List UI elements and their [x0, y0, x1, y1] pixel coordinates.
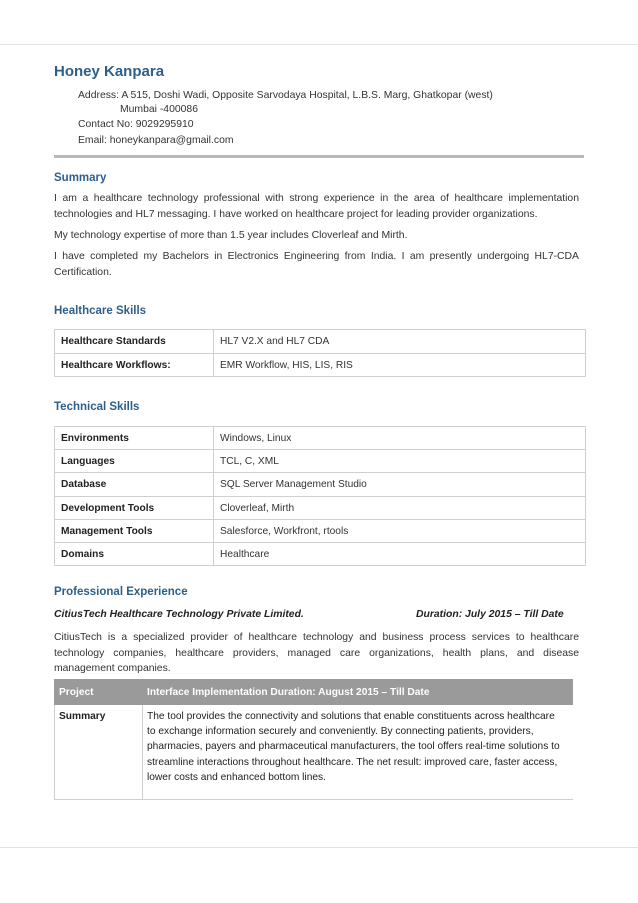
skill-key: Development Tools [55, 497, 214, 520]
address-line-2: Mumbai -400086 [120, 104, 198, 115]
project-summary-label: Summary [55, 705, 143, 800]
summary-paragraph-1 [54, 191, 579, 222]
skill-key: Domains [55, 543, 214, 566]
table-row [55, 354, 586, 377]
table-row [55, 520, 586, 543]
table-row [55, 473, 586, 497]
project-label: Project [55, 680, 143, 705]
skill-value: Healthcare [214, 543, 586, 566]
skill-key: Healthcare Workflows: [55, 354, 214, 377]
header-divider [54, 155, 584, 158]
experience-company-line [54, 609, 579, 620]
summary-p1-text: I am a healthcare technology professional with strong experience in the area of healthcare implementation technologies and HL7 messaging. I have worked on healthcare project for leading provider organizations. [54, 193, 579, 220]
skill-value: Cloverleaf, Mirth [214, 497, 586, 520]
company-description-text: CitiusTech is a specialized provider of healthcare technology and business process services to healthcare technology companies, healthcare providers, managed care organizations, health plans, and disease management companies. [54, 632, 579, 674]
summary-p3-text: I have completed my Bachelors in Electronics Engineering from India. I am presently undergoing HL7-CDA Certification. [54, 251, 579, 278]
skill-value: Salesforce, Workfront, rtools [214, 520, 586, 543]
technical-skills-table [54, 426, 586, 566]
page-bottom-divider [0, 847, 638, 848]
company-name: CitiusTech Healthcare Technology Private Limited. [54, 609, 304, 620]
table-row [55, 330, 586, 354]
email-address: Email: honeykanpara@gmail.com [78, 135, 234, 146]
technical-skills-heading: Technical Skills [54, 401, 140, 413]
project-summary-row [55, 705, 573, 800]
experience-heading: Professional Experience [54, 586, 188, 598]
skill-value: TCL, C, XML [214, 450, 586, 473]
table-row [55, 497, 586, 520]
skill-value: Windows, Linux [214, 427, 586, 450]
skill-key: Environments [55, 427, 214, 450]
table-row [55, 427, 586, 450]
skill-value: HL7 V2.X and HL7 CDA [214, 330, 586, 354]
project-summary-text: The tool provides the connectivity and solutions that enable constituents across healthcare to exchange information securely and conveniently. By connecting patients, providers, pharmacies, payers and pharmaceutical manufacturers, the tool offers real-time solutions to streamline interactions throughout healthcare. The net result: improved care, faster access, lower costs and enhanced bottom lines. [143, 705, 573, 800]
summary-paragraph-2 [54, 228, 579, 244]
project-header-row [55, 680, 573, 705]
project-title: Interface Implementation Duration: August 2015 – Till Date [143, 680, 573, 705]
contact-number: Contact No: 9029295910 [78, 119, 194, 130]
summary-p2-text: My technology expertise of more than 1.5 year includes Cloverleaf and Mirth. [54, 230, 408, 241]
healthcare-skills-heading: Healthcare Skills [54, 305, 147, 317]
company-description [54, 630, 579, 677]
employment-duration: Duration: July 2015 – Till Date [416, 609, 564, 620]
healthcare-skills-table [54, 329, 586, 377]
table-row [55, 543, 586, 566]
project-table [54, 679, 573, 800]
address-line-1: Address: A 515, Doshi Wadi, Opposite Sarvodaya Hospital, L.B.S. Marg, Ghatkopar (west) [78, 90, 493, 101]
skill-key: Database [55, 473, 214, 497]
skill-key: Management Tools [55, 520, 214, 543]
summary-paragraph-3 [54, 249, 579, 280]
skill-value: EMR Workflow, HIS, LIS, RIS [214, 354, 586, 377]
candidate-name: Honey Kanpara [54, 63, 165, 80]
summary-heading: Summary [54, 172, 107, 184]
skill-value: SQL Server Management Studio [214, 473, 586, 497]
table-row [55, 450, 586, 473]
skill-key: Languages [55, 450, 214, 473]
skill-key: Healthcare Standards [55, 330, 214, 354]
page-top-divider [0, 44, 638, 45]
